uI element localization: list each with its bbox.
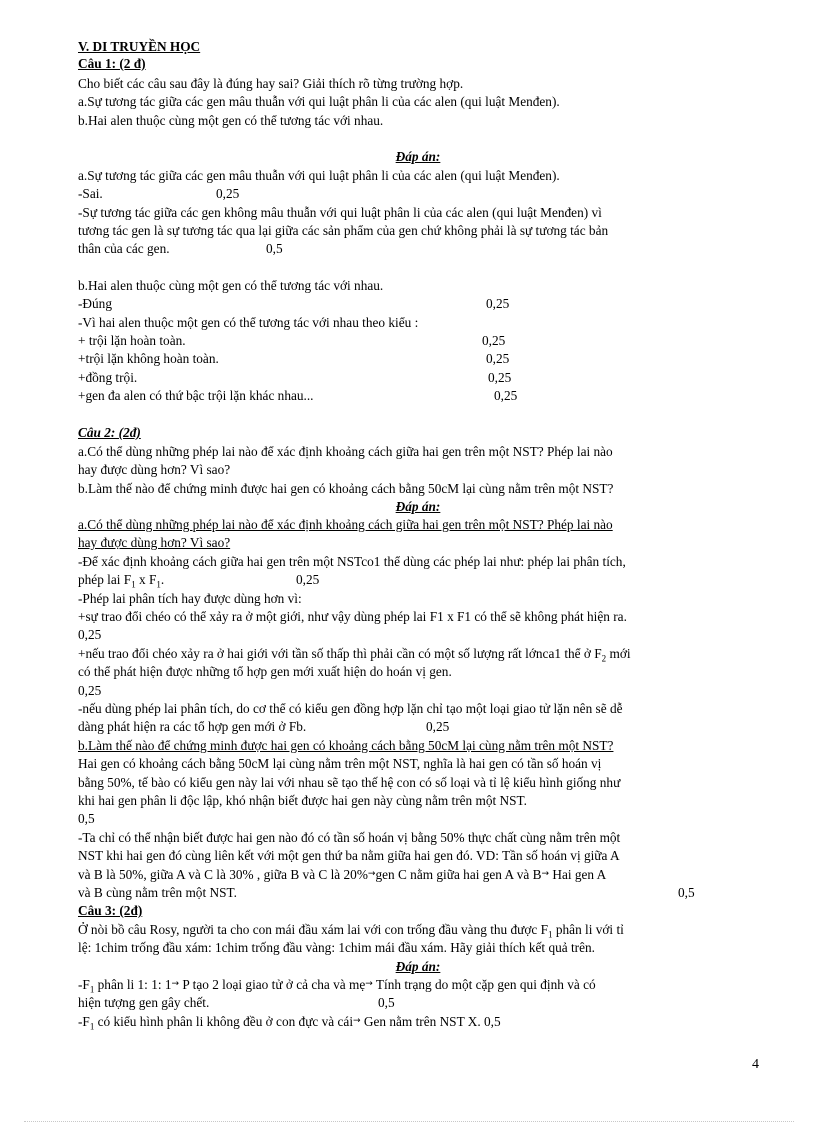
q2-answer-b2: Hai gen có khoảng cách bằng 50cM lại cùng nằm trên một NST, nghĩa là hai gen có tần số hoán vị: [78, 756, 602, 771]
q2-answer-a6: +sự trao đổi chéo có thể xảy ra ở một giới, như vậy dùng phép lai F1 x F1 có thể sẽ không phát hiện ra.: [78, 609, 627, 624]
q2-answer-a7: 0,25: [78, 627, 102, 642]
q2-answer-b6: -Ta chỉ có thể nhận biết được hai gen nào đó có tần số hoán vị bằng 50% thực chất cùng nằm trên một: [78, 830, 621, 845]
q2-answer-heading: Đáp án:: [395, 499, 441, 514]
q1-answer-b7: +gen đa alen có thứ bậc trội lặn khác nhau...: [78, 388, 314, 403]
q1-score-a2: 0,25: [216, 186, 240, 201]
q2-answer-a10: 0,25: [78, 683, 102, 698]
q2-line-2: hay được dùng hơn? Vì sao?: [78, 462, 231, 477]
q2-answer-b1: b.Làm thế nào để chứng minh được hai gen có khoảng cách bằng 50cM lại cùng nằm trên một NST?: [78, 738, 614, 753]
section-title: V. DI TRUYỀN HỌC: [78, 39, 201, 54]
q2-answer-b8: và B là 50%, giữa A và C là 30% , giữa B và C là 20%→gen C nằm giữa hai gen A và B→ Hai gen A: [78, 867, 607, 882]
q2-answer-a11: -nếu dùng phép lai phân tích, do cơ thể có kiểu gen đồng hợp lặn chỉ tạo một loại giao tử lặn nên sẽ dễ: [78, 701, 623, 716]
q1-answer-b5: +trội lặn không hoàn toàn.: [78, 351, 219, 366]
q3-answer-a3: $-F_1$ có kiểu hình phân li không đều ở con đực và cái→ Gen nằm trên NST X. 0,5: [78, 1014, 501, 1032]
q3-heading: Câu 3: (2đ): [78, 903, 143, 918]
page-number: 4: [752, 1057, 759, 1072]
q2-answer-a1: a.Có thể dùng những phép lai nào để xác định khoảng cách giữa hai gen trên một NST? Phép lai nào: [78, 517, 613, 532]
q2-score-b9: 0,5: [678, 885, 695, 900]
q1-heading: Câu 1: (2 đ): [78, 56, 146, 71]
q1-score-b4: 0,25: [482, 333, 506, 348]
q3-answer-a2: hiện tượng gen gây chết.: [78, 995, 210, 1010]
q1-score-b2: 0,25: [486, 296, 510, 311]
q1-score-b6: 0,25: [488, 370, 512, 385]
q3-answer-a1: $-F_1$ phân li 1: 1: 1→ P tạo 2 loại giao tử ở cả cha và mẹ→ Tính trạng do một cặp gen qui định và có: [78, 977, 596, 995]
q1-score-b7: 0,25: [494, 388, 518, 403]
arrow-icon: →: [365, 979, 373, 989]
q2-answer-a8: +nếu trao đổi chéo xảy ra ở hai giới với tần số thấp thì phải cần có một số lượng rất lớnca1 thể ở $F_2$ mới: [78, 646, 631, 664]
q2-answer-a2: hay được dùng hơn? Vì sao?: [78, 535, 231, 550]
q3-score-a2: 0,5: [378, 995, 395, 1010]
q1-answer-b4: + trội lặn hoàn toàn.: [78, 333, 186, 348]
q2-score-a4: 0,25: [296, 572, 320, 587]
q1-answer-b3: -Vì hai alen thuộc một gen có thể tương tác với nhau theo kiểu :: [78, 315, 419, 330]
q2-answer-b9: và B cùng nằm trên một NST.: [78, 885, 237, 900]
arrow-icon: →: [367, 869, 376, 879]
q1-line-3: b.Hai alen thuộc cùng một gen có thể tương tác với nhau.: [78, 113, 384, 128]
q2-answer-a3: -Để xác định khoảng cách giữa hai gen trên một NSTco1 thể dùng các phép lai như: phép lai phân tích,: [78, 554, 626, 569]
arrow-icon: →: [171, 979, 180, 989]
q2-answer-a4: phép lai $F_1$ x $F_1$.: [78, 572, 165, 590]
q2-line-1: a.Có thể dùng những phép lai nào để xác định khoảng cách giữa hai gen trên một NST? Phép lai nào: [78, 444, 613, 459]
q1-answer-a2: -Sai.: [78, 186, 103, 201]
q2-score-a12: 0,25: [426, 719, 450, 734]
q1-answer-a1: a.Sự tương tác giữa các gen mâu thuẫn với qui luật phân li của các alen (qui luật Menđen).: [78, 168, 560, 183]
q1-line-2: a.Sự tương tác giữa các gen mâu thuẫn với qui luật phân li của các alen (qui luật Menđen).: [78, 94, 560, 109]
q1-answer-heading: Đáp án:: [395, 149, 441, 164]
q3-line-2: lệ: 1chim trống đầu xám: 1chim trống đầu vàng: 1chim mái đầu xám. Hãy giải thích kết quả trên.: [78, 940, 595, 955]
q2-line-3: b.Làm thế nào để chứng minh được hai gen có khoảng cách bằng 50cM lại cùng nằm trên một NST?: [78, 481, 614, 496]
q1-answer-b2: -Đúng: [78, 296, 112, 311]
page-footer-border: [24, 1121, 794, 1122]
q2-heading: Câu 2: (2đ): [78, 425, 141, 440]
q1-answer-b1: b.Hai alen thuộc cùng một gen có thể tương tác với nhau.: [78, 278, 384, 293]
q2-answer-a9: có thể phát hiện được những tổ hợp gen mới xuất hiện do hoán vị gen.: [78, 664, 452, 679]
q1-answer-a3: -Sự tương tác giữa các gen không mâu thuẫn với qui luật phân li của các alen (qui luật Menđen) vì: [78, 205, 602, 220]
q1-score-b5: 0,25: [486, 351, 510, 366]
q2-answer-a12: dàng phát hiện ra các tổ hợp gen mới ở Fb.: [78, 719, 307, 734]
q1-answer-a4: tương tác gen là sự tương tác qua lại giữa các sản phẩm của gen chứ không phải là sự tương tác bản: [78, 223, 609, 238]
q3-answer-heading: Đáp án:: [395, 959, 441, 974]
q2-answer-b4: khi hai gen phân li độc lập, khó nhận biết được hai gen này cùng nằm trên một NST.: [78, 793, 527, 808]
q2-answer-b3: bằng 50%, tế bào có kiểu gen này lai với nhau sẽ tạo thế hệ con có số loại và tỉ lệ kiểu hình giống như: [78, 775, 621, 790]
arrow-icon: →: [541, 869, 550, 879]
q1-answer-a5: thân của các gen.: [78, 241, 170, 256]
arrow-icon: →: [353, 1016, 361, 1026]
q1-answer-b6: +đồng trội.: [78, 370, 138, 385]
q2-answer-b7: NST khi hai gen đó cùng liên kết với một gen thứ ba nằm giữa hai gen đó. VD: Tần số hoán vị giữa A: [78, 848, 620, 863]
q2-answer-b5: 0,5: [78, 811, 95, 826]
q3-line-1: Ở nòi bồ câu Rosy, người ta cho con mái đầu xám lai với con trống đầu vàng thu được $F_1$ phân li với tỉ: [78, 922, 624, 940]
q1-score-a5: 0,5: [266, 241, 283, 256]
q2-answer-a5: -Phép lai phân tích hay được dùng hơn vì:: [78, 591, 302, 606]
q1-line-1: Cho biết các câu sau đây là đúng hay sai? Giải thích rõ từng trường hợp.: [78, 76, 464, 91]
